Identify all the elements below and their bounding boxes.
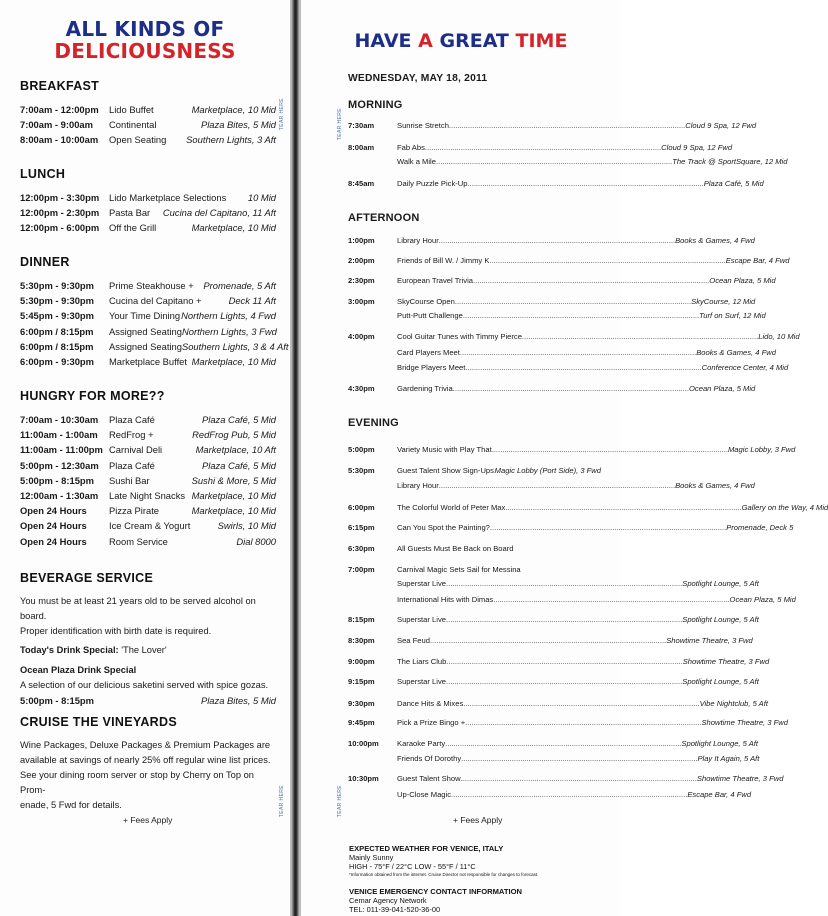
afternoon-location: Conference Center, 4 Mid [701, 363, 789, 372]
hungry-place: Sushi & More, 5 Mid [191, 474, 276, 486]
evening-location: Spotlight Lounge, 5 Aft [682, 677, 759, 686]
evening-location: Spotlight Lounge, 5 Aft [681, 739, 758, 748]
evening-time: 8:15pm [348, 615, 375, 624]
dot-leader [445, 739, 681, 749]
dot-leader [505, 503, 741, 513]
evening-activity: Superstar Live [397, 677, 446, 686]
evening-activity: Guest Talent Show Sign-Ups [397, 466, 494, 475]
evening-time [348, 790, 397, 800]
evening-location: Promenade, Deck 5 [726, 523, 794, 532]
morning-time: 7:30am [348, 121, 375, 130]
evening-activity: The Liars Club [397, 657, 447, 666]
morning-title: MORNING [348, 99, 403, 111]
evening-row [348, 615, 759, 625]
right-page [300, 0, 828, 916]
lunch-row [20, 220, 276, 235]
hungry-name: Plaza Café [109, 414, 155, 425]
vineyards-title: CRUISE THE VINEYARDS [20, 715, 177, 729]
header-line-1: ALL KINDS OF [65, 17, 225, 41]
dot-leader [465, 718, 701, 728]
book-spine [291, 0, 300, 916]
beverage-line-2: Proper identification with birth date is required. [20, 626, 212, 636]
evening-activity: Variety Music with Play That [397, 445, 492, 454]
dot-leader [446, 579, 682, 589]
breakfast-name: Lido Buffet [109, 104, 154, 115]
tear-here-label: TEAR HERE [279, 785, 285, 818]
afternoon-row [348, 384, 756, 394]
dinner-row [20, 324, 276, 339]
plaza-special-title: Ocean Plaza Drink Special [20, 665, 137, 675]
weather-temps: HIGH - 75°F / 22°C LOW - 55°F / 11°C [349, 862, 476, 871]
afternoon-time: 3:00pm [348, 297, 375, 306]
hungry-place: Dial 8000 [236, 535, 276, 547]
hungry-name: Room Service [109, 535, 168, 547]
afternoon-time [348, 363, 397, 373]
morning-time: 8:00am [348, 143, 375, 152]
dinner-time: 5:30pm - 9:30pm [20, 295, 94, 307]
evening-row [348, 481, 755, 491]
dinner-row [20, 278, 276, 293]
evening-activity: Pick a Prize Bingo + [397, 718, 466, 727]
evening-title: EVENING [348, 417, 399, 429]
dot-leader [490, 523, 726, 533]
lunch-name: Off the Grill [109, 222, 157, 234]
afternoon-time: 2:30pm [348, 276, 375, 285]
dinner-time: 5:30pm - 9:30pm [20, 280, 94, 291]
dinner-name: Assigned Seating [109, 340, 182, 352]
hungry-time: 5:00pm - 12:30am [20, 459, 99, 471]
afternoon-time [348, 311, 397, 321]
vineyards-line-2: available at savings of nearly 25% off regular wine list prices. [20, 755, 271, 765]
evening-time: 6:30pm [348, 544, 375, 553]
afternoon-row [348, 332, 800, 342]
morning-location: The Track @ SportSquare, 12 Mid [672, 157, 788, 166]
dot-leader [439, 481, 675, 491]
breakfast-time: 7:00am - 9:00am [20, 119, 93, 131]
afternoon-location: Ocean Plaza, 5 Mid [689, 384, 756, 393]
dinner-title: DINNER [20, 255, 70, 269]
beverage-title: BEVERAGE SERVICE [20, 571, 154, 585]
morning-activity: Fab Abs [397, 143, 425, 152]
evening-location: Gallery on the Way, 4 Mid [741, 503, 828, 512]
dot-leader [453, 384, 689, 394]
tear-here-label: TEAR HERE [337, 108, 343, 141]
dot-leader [425, 143, 661, 153]
evening-activity: Dance Hits & Mixes [397, 699, 464, 708]
evening-row [348, 579, 759, 589]
vineyards-line-4: enade, 5 Fwd for details. [20, 800, 122, 810]
dot-leader [522, 332, 758, 342]
evening-row [348, 445, 796, 455]
evening-row [348, 677, 759, 687]
evening-row [348, 754, 760, 764]
evening-row [348, 503, 828, 513]
dot-leader [446, 677, 682, 687]
afternoon-activity: Gardening Trivia [397, 384, 453, 393]
drink-special [20, 643, 276, 658]
plaza-special-place: Plaza Bites, 5 Mid [200, 695, 276, 706]
dinner-time: 6:00pm - 9:30pm [20, 356, 94, 368]
emergency-block [349, 887, 522, 914]
dot-leader [430, 636, 666, 646]
emergency-tel: TEL: 011-39-041-520-36-00 [349, 905, 441, 914]
dinner-place: Marketplace, 10 Mid [191, 356, 276, 368]
evening-location: Showtime Theatre, 3 Fwd [682, 657, 770, 666]
header-a: A [418, 30, 433, 52]
dinner-row [20, 308, 276, 323]
hungry-name: Ice Cream & Yogurt [109, 520, 191, 532]
evening-time: 9:00pm [348, 657, 375, 666]
evening-location: Escape Bar, 4 Fwd [687, 790, 752, 799]
drink-special-value: 'The Lover' [121, 645, 167, 655]
breakfast-row [20, 117, 276, 132]
dot-leader [467, 179, 703, 189]
evening-location: Magic Lobby, 3 Fwd [727, 445, 796, 454]
morning-row [348, 179, 764, 189]
evening-location: Books & Games, 4 Fwd [675, 481, 755, 490]
dinner-time: 6:00pm / 8:15pm [20, 325, 94, 337]
afternoon-activity: SkyCourse Open [397, 297, 455, 306]
afternoon-row [348, 256, 790, 266]
afternoon-location: SkyCourse, 12 Mid [691, 297, 756, 306]
weather-condition: Mainly Sunny [349, 853, 394, 862]
afternoon-activity: Card Players Meet [397, 348, 460, 357]
hungry-name: Pizza Pirate [109, 505, 160, 517]
evening-location: Vibe Nightclub, 5 Aft [699, 699, 768, 708]
afternoon-location: Books & Games, 4 Fwd [696, 348, 776, 357]
morning-time [348, 157, 397, 167]
evening-row [348, 565, 601, 575]
evening-activity: Library Hour [397, 481, 439, 490]
hungry-time: 7:00am - 10:30am [20, 414, 99, 425]
evening-row [348, 790, 752, 800]
evening-time: 9:30pm [348, 699, 375, 708]
dot-leader [436, 157, 672, 167]
evening-time: 7:00pm [348, 565, 375, 574]
afternoon-row [348, 297, 756, 307]
evening-activity: Up-Close Magic [397, 790, 452, 799]
dinner-name: Assigned Seating [109, 325, 182, 337]
hungry-row [20, 488, 276, 503]
evening-activity: Sea Feud [397, 636, 430, 645]
afternoon-location: Escape Bar, 4 Fwd [725, 256, 790, 265]
evening-row [348, 657, 770, 667]
morning-activity: Walk a Mile [397, 157, 436, 166]
afternoon-activity: Cool Guitar Tunes with Timmy Pierce [397, 332, 522, 341]
evening-location: Showtime Theatre, 3 Fwd [696, 774, 784, 783]
dot-leader [449, 121, 685, 131]
hungry-place: Marketplace, 10 Mid [191, 490, 276, 502]
tear-here-label: TEAR HERE [279, 98, 285, 131]
afternoon-activity: Putt-Putt Challenge [397, 311, 463, 320]
hungry-row [20, 473, 276, 488]
dinner-list [20, 278, 289, 369]
lunch-list [20, 190, 276, 236]
hungry-time: Open 24 Hours [20, 520, 87, 532]
evening-activity: Carnival Magic Sets Sail for Messina [397, 565, 521, 574]
morning-row [348, 121, 757, 131]
afternoon-activity: Library Hour [397, 236, 439, 245]
hungry-place: RedFrog Pub, 5 Mid [192, 429, 276, 441]
lunch-title: LUNCH [20, 167, 66, 181]
evening-activity: Can You Spot the Painting? [397, 523, 490, 532]
breakfast-list [20, 102, 276, 148]
header-time: TIME [515, 30, 568, 52]
evening-location: Showtime Theatre, 3 Fwd [666, 636, 753, 645]
morning-time: 8:45am [348, 179, 375, 188]
dot-leader [492, 445, 728, 455]
dinner-row [20, 339, 289, 354]
morning-location: Plaza Café, 5 Mid [703, 179, 764, 188]
hungry-row [20, 412, 276, 427]
lunch-place: Marketplace, 10 Mid [191, 222, 276, 234]
left-header [0, 18, 290, 62]
dot-leader [463, 699, 699, 709]
afternoon-row [348, 348, 776, 358]
dinner-place: Southern Lights, 3 & 4 Aft [181, 340, 289, 352]
evening-location: Spotlight Lounge, 5 Aft [682, 615, 759, 624]
evening-location: Play It Again, 5 Aft [697, 754, 760, 763]
schedule-date: WEDNESDAY, MAY 18, 2011 [348, 73, 488, 84]
evening-activity: The Colorful World of Peter Max [397, 503, 506, 512]
header-great: GREAT [439, 30, 509, 52]
evening-time: 6:00pm [348, 503, 375, 512]
hungry-time: Open 24 Hours [20, 505, 87, 517]
lunch-name: Pasta Bar [109, 207, 151, 219]
morning-row [348, 143, 733, 153]
afternoon-activity: Bridge Players Meet [397, 363, 466, 372]
evening-activity: Friends Of Dorothy [397, 754, 462, 763]
evening-row [348, 636, 753, 646]
lunch-row [20, 190, 276, 205]
dinner-row [20, 354, 276, 369]
hungry-name: Late Night Snacks [109, 490, 186, 502]
hungry-name: Carnival Deli [109, 444, 163, 456]
dinner-time: 6:00pm / 8:15pm [20, 340, 94, 352]
evening-time: 10:00pm [348, 739, 379, 748]
evening-time [348, 754, 397, 764]
hungry-place: Plaza Café, 5 Mid [202, 459, 276, 471]
hungry-title: HUNGRY FOR MORE?? [20, 389, 165, 403]
hungry-name: Plaza Café [109, 459, 155, 471]
afternoon-row [348, 363, 789, 373]
vineyards-line-3: See your dining room server or stop by Cherry on Top on Prom- [20, 770, 254, 795]
evening-location: Magic Lobby (Port Side), 3 Fwd [494, 466, 601, 475]
evening-row [348, 739, 758, 749]
breakfast-place: Marketplace, 10 Mid [191, 104, 276, 115]
afternoon-time: 1:00pm [348, 236, 375, 245]
hungry-row [20, 503, 276, 518]
hungry-place: Marketplace, 10 Aft [195, 444, 276, 456]
emergency-title: VENICE EMERGENCY CONTACT INFORMATION [349, 887, 522, 896]
dot-leader [465, 363, 701, 373]
dinner-place: Northern Lights, 3 Fwd [181, 325, 277, 337]
plaza-special-desc: A selection of our delicious saketini served with spice gozas. [20, 680, 269, 690]
dinner-place: Northern Lights, 4 Fwd [181, 310, 276, 322]
evening-row [348, 544, 601, 554]
breakfast-title: BREAKFAST [20, 79, 100, 93]
dot-leader [461, 774, 697, 784]
morning-location: Cloud 9 Spa, 12 Fwd [661, 143, 733, 152]
evening-time [348, 481, 397, 491]
afternoon-activity: Friends of Bill W. / Jimmy K [397, 256, 490, 265]
hungry-time: 12:00am - 1:30am [20, 490, 99, 502]
drink-special-label: Today's Drink Special: [20, 645, 119, 655]
hungry-row [20, 442, 276, 457]
dot-leader [460, 348, 696, 358]
dinner-section [20, 255, 289, 369]
dinner-place: Promenade, 5 Aft [203, 280, 276, 291]
evening-location: Showtime Theatre, 3 Fwd [701, 718, 788, 727]
dot-leader [463, 311, 699, 321]
dinner-row [20, 293, 276, 308]
evening-time [348, 579, 397, 589]
afternoon-row [348, 276, 776, 286]
dot-leader [493, 595, 729, 605]
evening-time: 5:30pm [348, 466, 375, 475]
evening-time: 10:30pm [348, 774, 379, 783]
evening-time: 9:45pm [348, 718, 375, 727]
dinner-time: 5:45pm - 9:30pm [20, 310, 94, 322]
dinner-place: Deck 11 Aft [228, 295, 276, 307]
evening-time: 8:30pm [348, 636, 375, 645]
morning-location: Cloud 9 Spa, 12 Fwd [685, 121, 757, 130]
breakfast-row [20, 102, 276, 117]
breakfast-section [20, 79, 276, 148]
hungry-name: RedFrog + [109, 429, 154, 441]
afternoon-title: AFTERNOON [348, 212, 420, 224]
hungry-row [20, 534, 276, 549]
evening-time: 5:00pm [348, 445, 375, 454]
dot-leader [446, 615, 682, 625]
evening-location: Spotlight Lounge, 5 Aft [682, 579, 759, 588]
breakfast-time: 7:00am - 12:00pm [20, 104, 99, 115]
afternoon-location: Turf on Surf, 12 Mid [699, 311, 766, 320]
evening-location: Ocean Plaza, 5 Mid [729, 595, 796, 604]
lunch-place: Cucina del Capitano, 11 Aft [162, 207, 276, 219]
evening-row [348, 699, 768, 709]
dot-leader [489, 256, 725, 266]
afternoon-row [348, 236, 755, 246]
hungry-time: 11:00am - 1:00am [20, 429, 98, 441]
evening-row [348, 774, 784, 784]
afternoon-row [348, 311, 766, 321]
weather-block [349, 844, 538, 878]
hungry-place: Plaza Café, 5 Mid [202, 414, 276, 425]
afternoon-activity: European Travel Trivia [397, 276, 473, 285]
evening-activity: Karaoke Party [397, 739, 446, 748]
header-have: HAVE [354, 30, 412, 52]
hungry-place: Marketplace, 10 Mid [191, 505, 276, 517]
beverage-line-1: You must be at least 21 years old to be served alcohol on board. [20, 596, 256, 621]
hungry-row [20, 458, 276, 473]
lunch-time: 12:00pm - 3:30pm [20, 192, 100, 203]
evening-row [348, 718, 788, 728]
afternoon-time [348, 348, 397, 358]
weather-title: EXPECTED WEATHER FOR VENICE, ITALY [349, 844, 504, 853]
emergency-agency: Cemar Agency Network [349, 896, 427, 905]
hungry-list [20, 412, 276, 549]
breakfast-row [20, 132, 276, 147]
evening-time: 6:15pm [348, 523, 375, 532]
hungry-place: Swirls, 10 Mid [217, 520, 276, 532]
hungry-section [20, 389, 276, 549]
evening-row [348, 523, 794, 533]
breakfast-place: Plaza Bites, 5 Mid [200, 119, 276, 131]
dinner-name: Marketplace Buffet [109, 356, 187, 368]
afternoon-time: 4:00pm [348, 332, 375, 341]
lunch-row [20, 205, 276, 220]
morning-activity: Sunrise Stretch [397, 121, 449, 130]
hungry-name: Sushi Bar [109, 474, 150, 486]
hungry-time: Open 24 Hours [20, 535, 87, 547]
evening-row [348, 466, 601, 476]
afternoon-time: 4:30pm [348, 384, 375, 393]
plaza-special-time: 5:00pm - 8:15pm [20, 695, 94, 706]
breakfast-place: Southern Lights, 3 Aft [186, 134, 276, 146]
hungry-row [20, 518, 276, 533]
evening-activity: Guest Talent Show [397, 774, 461, 783]
evening-row [348, 595, 796, 605]
dot-leader [461, 754, 697, 764]
breakfast-name: Continental [109, 119, 157, 131]
afternoon-location: Ocean Plaza, 5 Mid [709, 276, 776, 285]
right-header [301, 30, 621, 52]
dot-leader [439, 236, 675, 246]
right-fees-note: + Fees Apply [453, 815, 503, 825]
vineyards-section [20, 715, 276, 813]
left-fees-note: + Fees Apply [123, 815, 173, 825]
weather-note: *Information obtained from the internet. Cruise Director not responsible for changes to forecast. [349, 872, 539, 877]
hungry-row [20, 427, 276, 442]
afternoon-time: 2:00pm [348, 256, 375, 265]
breakfast-name: Open Seating [109, 134, 167, 146]
lunch-place: 10 Mid [247, 192, 276, 203]
evening-activity: All Guests Must Be Back on Board [397, 544, 514, 553]
tear-here-label: TEAR HERE [337, 785, 343, 818]
evening-activity: Superstar Live [397, 579, 446, 588]
morning-row [348, 157, 788, 167]
evening-activity: International Hits with Dimas [397, 595, 494, 604]
dinner-name: Cucina del Capitano + [109, 295, 202, 307]
dot-leader [473, 276, 709, 286]
left-page [0, 0, 291, 916]
dot-leader [446, 657, 682, 667]
lunch-name: Lido Marketplace Selections [109, 192, 227, 203]
afternoon-location: Lido, 10 Mid [758, 332, 800, 341]
breakfast-time: 8:00am - 10:00am [20, 134, 99, 146]
evening-time [348, 595, 397, 605]
plaza-special-row [20, 693, 276, 708]
hungry-time: 5:00pm - 8:15pm [20, 474, 94, 486]
hungry-time: 11:00am - 11:00pm [20, 444, 103, 456]
dot-leader [451, 790, 687, 800]
evening-time: 9:15pm [348, 677, 375, 686]
header-line-2: DELICIOUSNESS [54, 39, 236, 63]
beverage-section [20, 571, 276, 708]
afternoon-location: Books & Games, 4 Fwd [675, 236, 755, 245]
vineyards-line-1: Wine Packages, Deluxe Packages & Premium Packages are [20, 740, 271, 750]
lunch-time: 12:00pm - 6:00pm [20, 222, 100, 234]
evening-activity: Superstar Live [397, 615, 446, 624]
lunch-time: 12:00pm - 2:30pm [20, 207, 100, 219]
lunch-section [20, 167, 276, 236]
dinner-name: Prime Steakhouse + [109, 280, 194, 291]
dot-leader [455, 297, 691, 307]
dinner-name: Your Time Dining [109, 310, 181, 322]
morning-activity: Daily Puzzle Pick-Up [397, 179, 468, 188]
